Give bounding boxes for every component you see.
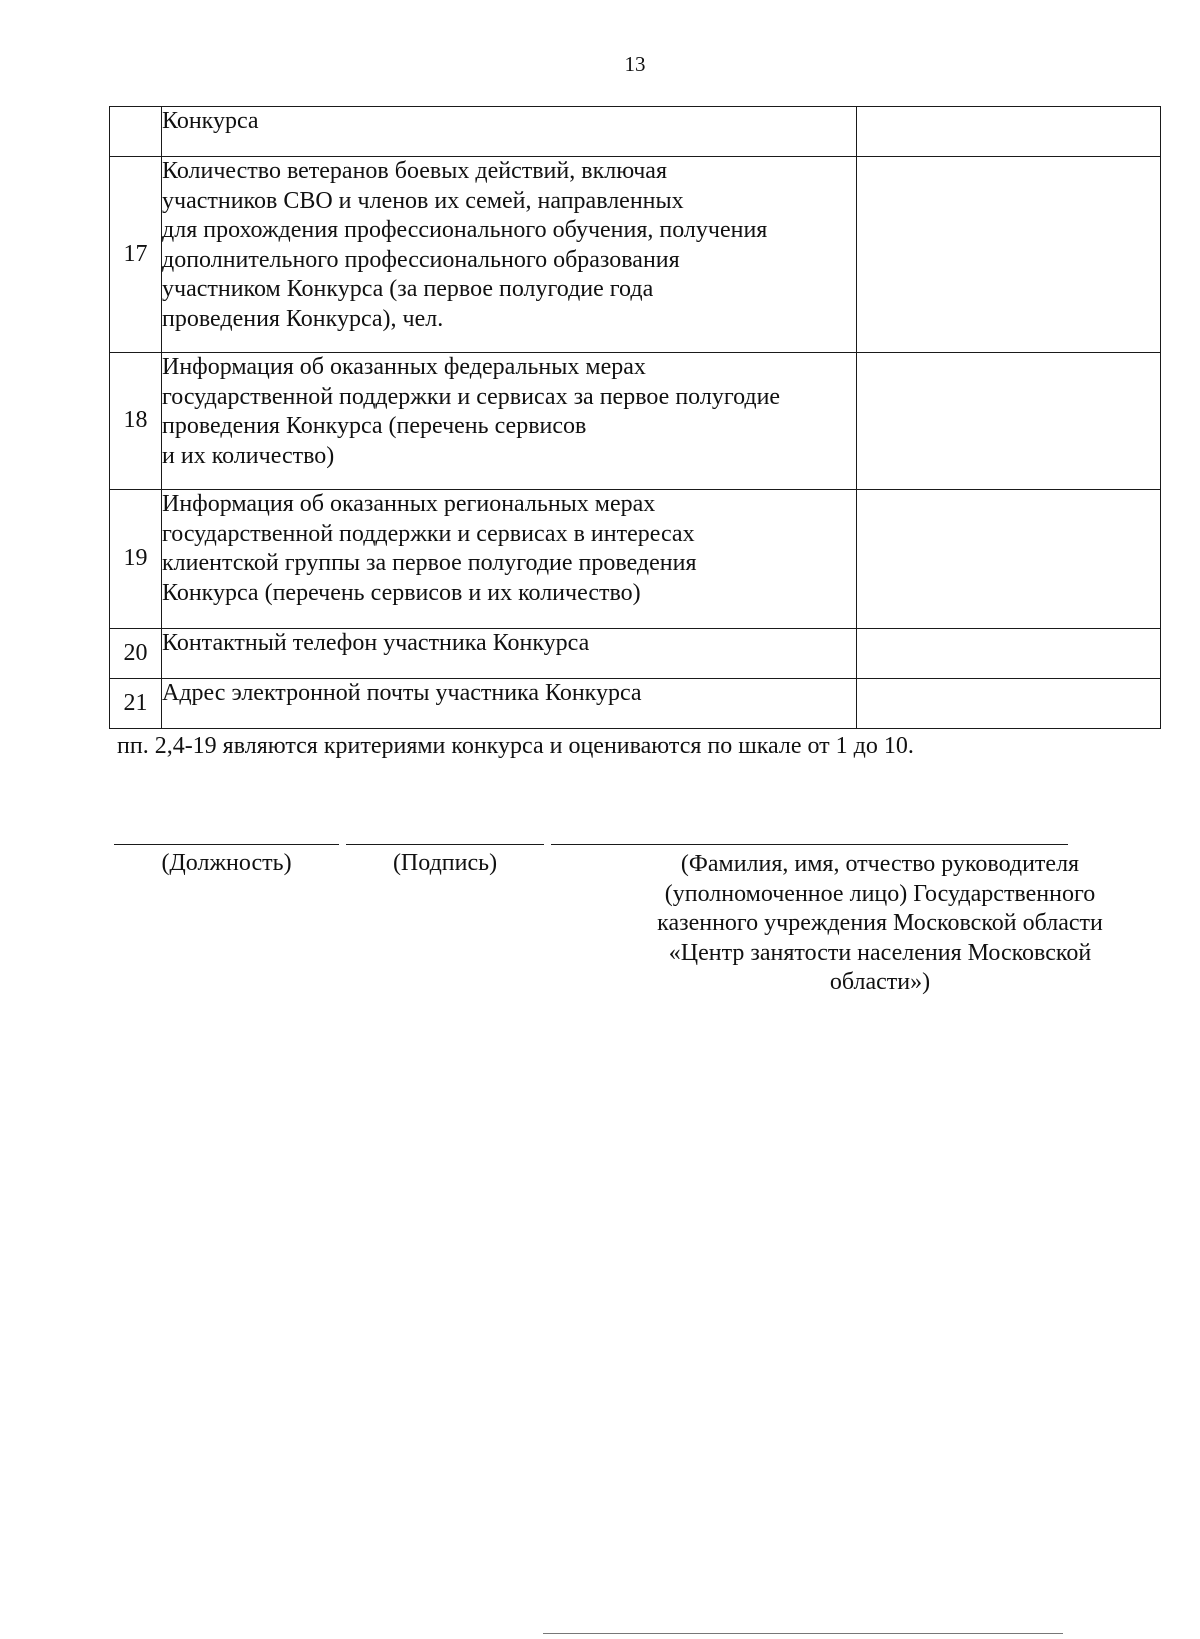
row-text-line: Информация об оказанных региональных мерах (162, 491, 656, 517)
row-number (110, 107, 162, 157)
row-text-line: Конкурса (162, 108, 259, 134)
row-text-line: проведения Конкурса), чел. (162, 305, 444, 332)
table-row (110, 679, 1161, 729)
row-text-line: участником Конкурса (за первое полугодие года (162, 276, 654, 302)
page-bottom-rule (543, 1633, 1063, 1634)
row-text (162, 107, 857, 157)
row-text-line: проведения Конкурса (перечень сервисов (162, 413, 587, 439)
row-text (162, 490, 857, 629)
row-text-line: для прохождения профессионального обучения, получения (162, 217, 768, 243)
table-row (110, 157, 1161, 353)
row-number: 20 (110, 629, 162, 679)
position-label: (Должность) (161, 850, 292, 876)
row-value-cell (857, 629, 1161, 679)
row-text-line: Количество ветеранов боевых действий, включая (162, 158, 667, 184)
row-number: 17 (110, 157, 162, 353)
name-label-line: (уполномоченное лицо) Государственного (664, 880, 1096, 907)
name-label-line: «Центр занятости населения Московской (668, 939, 1092, 966)
position-signature-line (114, 844, 339, 845)
criteria-footnote: пп. 2,4-19 являются критериями конкурса и оцениваются по шкале от 1 до 10. (117, 733, 914, 759)
row-text-line: государственной поддержки и сервисах в интересах (162, 520, 695, 547)
name-label-line: казенного учреждения Московской области (657, 910, 1103, 936)
row-value-cell (857, 107, 1161, 157)
row-text-line: клиентской группы за первое полугодие проведения (162, 550, 697, 576)
name-signature-line (551, 844, 1068, 845)
row-text (162, 157, 857, 353)
row-text-line: Конкурса (перечень сервисов и их количество) (162, 579, 641, 606)
row-text-line: Контактный телефон участника Конкурса (162, 630, 590, 656)
row-number: 18 (110, 353, 162, 490)
row-text (162, 353, 857, 490)
row-text-line: участников СВО и членов их семей, направленных (162, 187, 684, 214)
row-number: 19 (110, 490, 162, 629)
row-text-line: и их количество) (162, 442, 335, 469)
row-value-cell (857, 679, 1161, 729)
table-row (110, 629, 1161, 679)
row-text-line: Информация об оказанных федеральных мерах (162, 354, 646, 380)
signature-label: (Подпись) (392, 850, 498, 876)
row-value-cell (857, 157, 1161, 353)
page-number: 13 (624, 52, 646, 76)
table-row (110, 353, 1161, 490)
row-value-cell (857, 353, 1161, 490)
row-text (162, 629, 857, 679)
row-text-line: дополнительного профессионального образования (162, 246, 680, 273)
criteria-table (109, 106, 1161, 729)
signature-line (346, 844, 544, 845)
name-label (620, 850, 1140, 998)
table-row (110, 490, 1161, 629)
row-value-cell (857, 490, 1161, 629)
name-label-line: (Фамилия, имя, отчество руководителя (680, 851, 1080, 877)
row-text-line: государственной поддержки и сервисах за первое полугодие (162, 383, 781, 410)
name-label-line: области») (829, 969, 931, 995)
row-text (162, 679, 857, 729)
row-text-line: Адрес электронной почты участника Конкурса (162, 680, 642, 706)
table-row (110, 107, 1161, 157)
row-number: 21 (110, 679, 162, 729)
